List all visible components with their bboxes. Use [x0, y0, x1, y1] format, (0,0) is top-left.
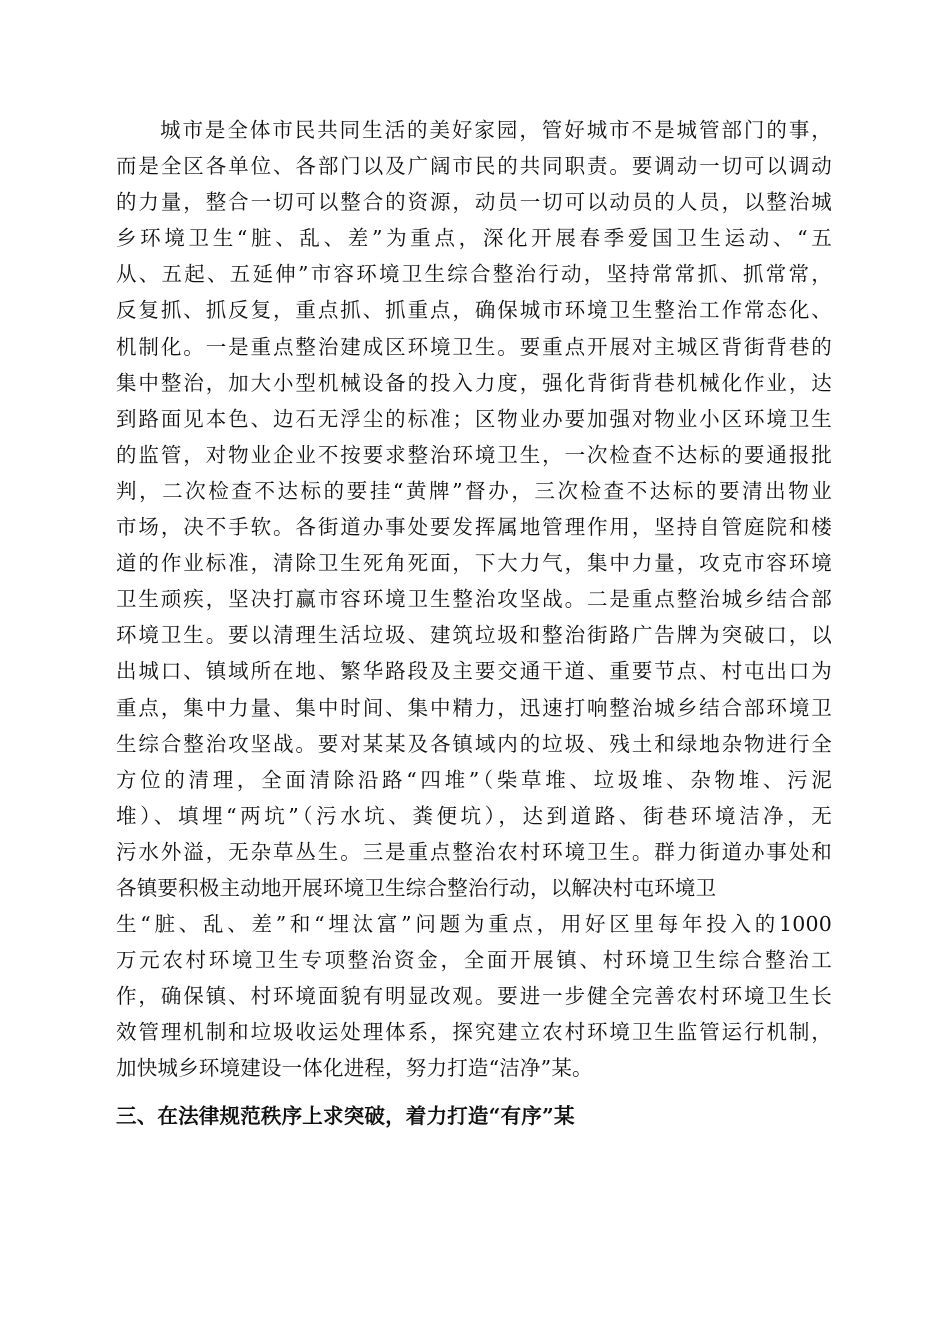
paragraph-line: 反复抓、抓反复，重点抓、抓重点，确保城市环境卫生整治工作常态化、	[116, 298, 832, 323]
paragraph-line: 机制化。一是重点整治建成区环境卫生。要重点开展对主城区背街背巷的	[116, 334, 832, 359]
paragraph-line: 作，确保镇、村环境面貌有明显改观。要进一步健全完善农村环境卫生长	[116, 984, 832, 1009]
paragraph-line: 判，二次检查不达标的要挂“黄牌”督办，三次检查不达标的要清出物业	[116, 478, 832, 503]
paragraph-line: 而是全区各单位、各部门以及广阔市民的共同职责。要调动一切可以调动	[116, 154, 832, 179]
paragraph-line: 方位的清理，全面清除沿路“四堆”（柴草堆、垃圾堆、杂物堆、污泥	[116, 767, 832, 792]
paragraph-line: 生综合整治攻坚战。要对某某及各镇域内的垃圾、残土和绿地杂物进行全	[116, 731, 832, 756]
paragraph-line: 道的作业标准，清除卫生死角死面，下大力气，集中力量，攻克市容环境	[116, 551, 832, 576]
paragraph-line: 城市是全体市民共同生活的美好家园，管好城市不是城管部门的事，	[160, 118, 832, 142]
paragraph-line: 各镇要积极主动地开展环境卫生综合整治行动，以解决村屯环境卫	[116, 875, 717, 900]
paragraph-line: 的监管，对物业企业不按要求整治环境卫生，一次检查不达标的要通报批	[116, 442, 832, 467]
paragraph-line: 效管理机制和垃圾收运处理体系，探究建立农村环境卫生监管运行机制，	[116, 1020, 832, 1045]
paragraph-line: 市场，决不手软。各街道办事处要发挥属地管理作用，坚持自管庭院和楼	[116, 515, 832, 540]
paragraph-line: 万元农村环境卫生专项整治资金，全面开展镇、村环境卫生综合整治工	[116, 948, 832, 973]
paragraph-line: 集中整治，加大小型机械设备的投入力度，强化背街背巷机械化作业，达	[116, 370, 832, 395]
paragraph-line: 的力量，整合一切可以整合的资源，动员一切可以动员的人员，以整治城	[116, 190, 832, 215]
paragraph-line: 到路面见本色、边石无浮尘的标准；区物业办要加强对物业小区环境卫生	[116, 406, 832, 431]
paragraph-line: 乡环境卫生“脏、乱、差”为重点，深化开展春季爱国卫生运动、“五	[116, 226, 832, 251]
paragraph-line: 加快城乡环境建设一体化进程，努力打造“洁净”某。	[116, 1056, 593, 1081]
body-paragraph	[116, 112, 832, 1087]
paragraph-line: 重点，集中力量、集中时间、集中精力，迅速打响整治城乡结合部环境卫	[116, 695, 832, 720]
paragraph-line: 卫生顽疾，坚决打赢市容环境卫生整治攻坚战。二是重点整治城乡结合部	[116, 587, 832, 612]
paragraph-line: 堆）、填埋“两坑”（污水坑、粪便坑），达到道路、街巷环境洁净，无	[116, 803, 832, 828]
paragraph-line: 从、五起、五延伸”市容环境卫生综合整治行动，坚持常常抓、抓常常，	[116, 262, 832, 287]
paragraph-line: 出城口、镇域所在地、繁华路段及主要交通干道、重要节点、村屯出口为	[116, 659, 832, 684]
document-page	[116, 112, 832, 1134]
paragraph-line: 污水外溢，无杂草丛生。三是重点整治农村环境卫生。群力街道办事处和	[116, 839, 832, 864]
section-heading: 三、在法律规范秩序上求突破，着力打造“有序”某	[116, 1103, 575, 1128]
paragraph-line: 生“脏、乱、差”和“埋汰富”问题为重点，用好区里每年投入的1000	[116, 912, 832, 937]
paragraph-line: 环境卫生。要以清理生活垃圾、建筑垃圾和整治街路广告牌为突破口，以	[116, 623, 832, 648]
